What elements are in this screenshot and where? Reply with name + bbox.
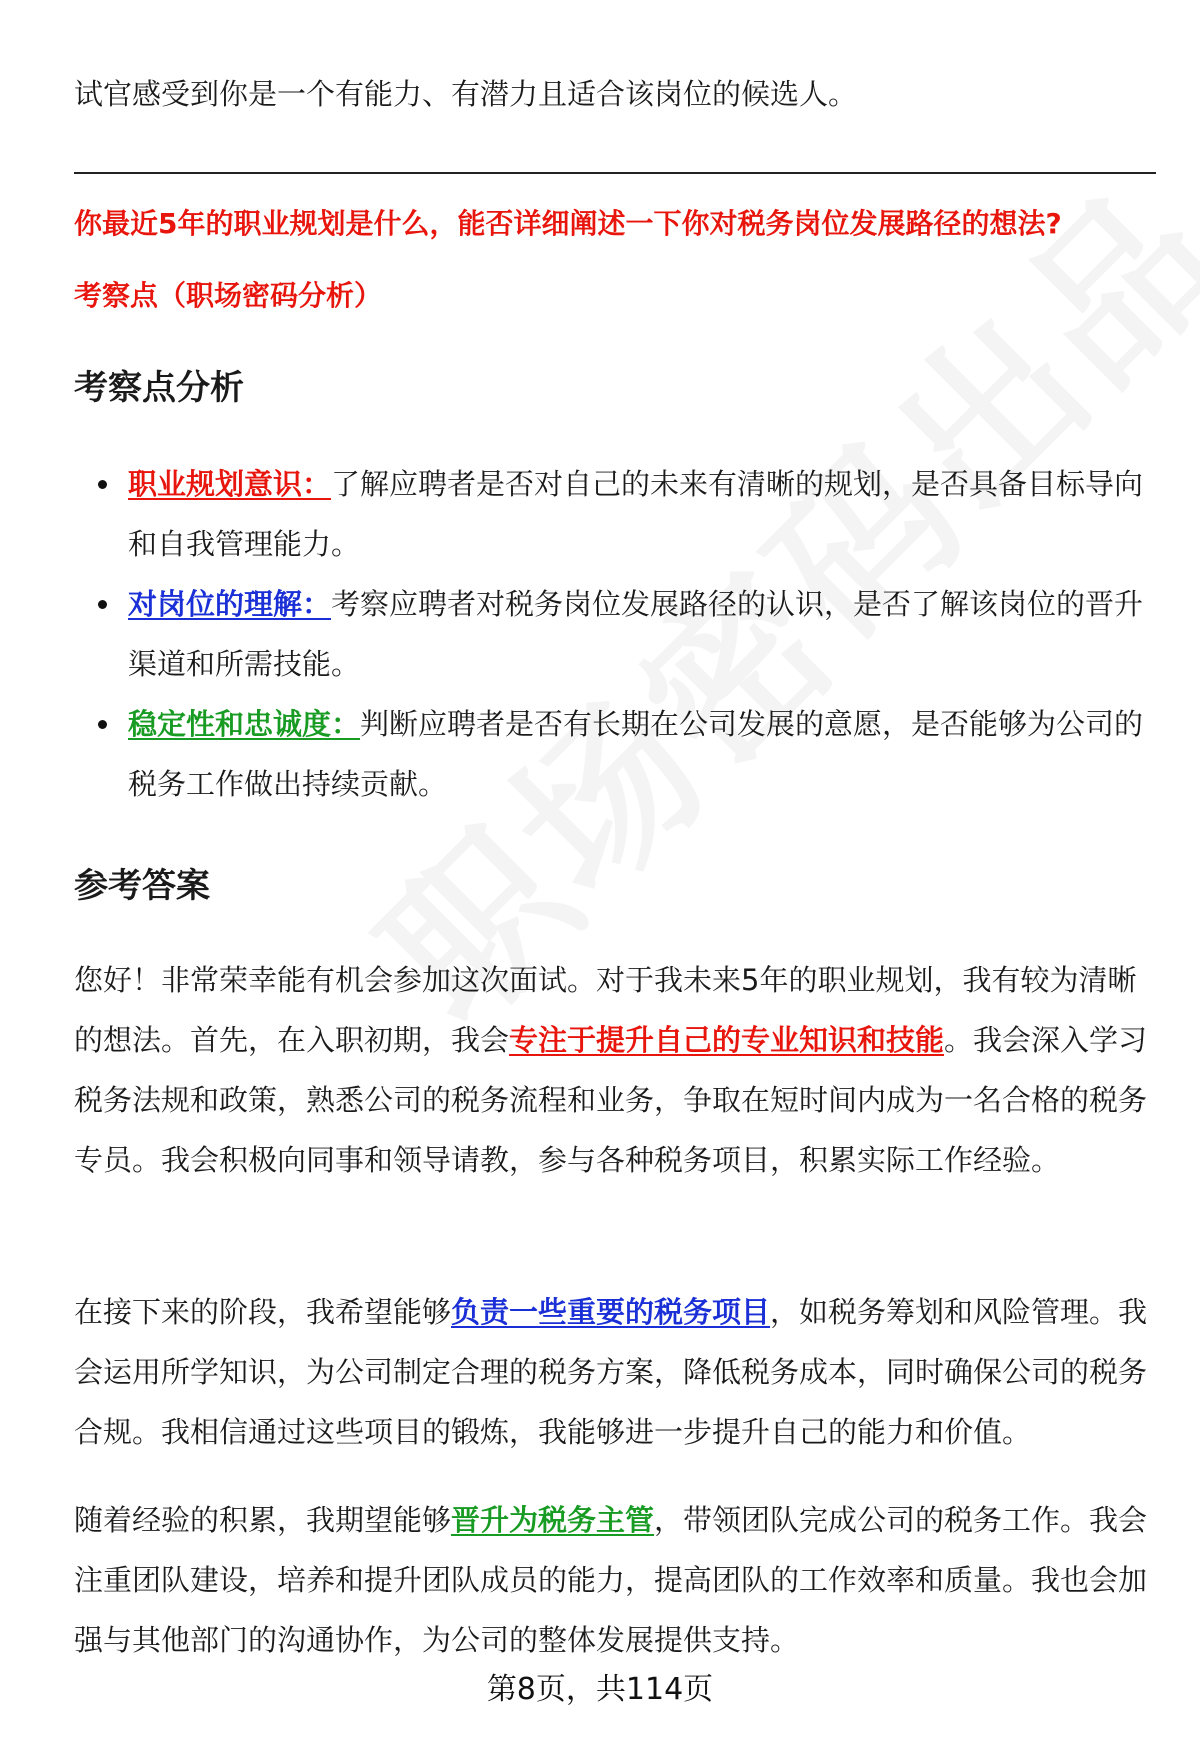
answer-text: 在接下来的阶段，我希望能够 bbox=[74, 1295, 452, 1329]
answer-highlight: 专注于提升自己的专业知识和技能 bbox=[509, 1023, 945, 1057]
section-divider bbox=[74, 172, 1156, 174]
answer-text: ，带领团队完成公司的税务工作。我会注重团队建设，培养和提升团队成员的能力，提高团队的工作效率和质量。我也会加强与其他部门的沟通协作，为公司的整体发展提供支持。 bbox=[74, 1503, 1148, 1657]
analysis-keyword: 稳定性和忠诚度： bbox=[128, 707, 361, 741]
analysis-keyword: 对岗位的理解： bbox=[128, 587, 332, 621]
bullet-icon bbox=[98, 600, 107, 609]
analysis-text: 判断应聘者是否有长期在公司发展的意愿，是否能够为公司的税务工作做出持续贡献。 bbox=[128, 707, 1144, 801]
answer-highlight: 负责一些重要的税务项目 bbox=[451, 1295, 771, 1329]
answer-text: 您好！非常荣幸能有机会参加这次面试。对于我未来5年的职业规划，我有较为清晰的想法。首先，在入职初期，我会 bbox=[74, 963, 1137, 1057]
bullet-icon bbox=[98, 720, 107, 729]
analysis-item bbox=[74, 574, 1156, 694]
intro-text: 试官感受到你是一个有能力、有潜力且适合该岗位的候选人。 bbox=[74, 77, 858, 111]
answer-paragraph-3 bbox=[74, 1490, 1156, 1670]
analysis-keyword: 职业规划意识： bbox=[128, 467, 332, 501]
analysis-item bbox=[74, 694, 1156, 814]
answer-heading: 参考答案 bbox=[74, 866, 210, 906]
answer-paragraph-1 bbox=[74, 950, 1156, 1190]
question-heading: 你最近5年的职业规划是什么，能否详细阐述一下你对税务岗位发展路径的想法? bbox=[74, 207, 1062, 240]
answer-highlight: 晋升为税务主管 bbox=[451, 1503, 655, 1537]
answer-text: 。我会深入学习税务法规和政策，熟悉公司的税务流程和业务，争取在短时间内成为一名合格的税务专员。我会积极向同事和领导请教，参与各种税务项目，积累实际工作经验。 bbox=[74, 1023, 1148, 1177]
page-number: 第8页，共114页 bbox=[486, 1672, 714, 1707]
bullet-icon bbox=[98, 480, 107, 489]
analysis-heading: 考察点分析 bbox=[74, 368, 244, 408]
answer-text: 随着经验的积累，我期望能够 bbox=[74, 1503, 452, 1537]
analysis-list bbox=[74, 454, 1156, 814]
answer-paragraph-2 bbox=[74, 1282, 1156, 1462]
analysis-text: 了解应聘者是否对自己的未来有清晰的规划，是否具备目标导向和自我管理能力。 bbox=[128, 467, 1144, 561]
analysis-text: 考察应聘者对税务岗位发展路径的认识，是否了解该岗位的晋升渠道和所需技能。 bbox=[128, 587, 1144, 681]
answer-text: ，如税务筹划和风险管理。我会运用所学知识，为公司制定合理的税务方案，降低税务成本，同时确保公司的税务合规。我相信通过这些项目的锻炼，我能够进一步提升自己的能力和价值。 bbox=[74, 1295, 1148, 1449]
assessment-tag: 考察点（职场密码分析） bbox=[74, 279, 383, 312]
analysis-item bbox=[74, 454, 1156, 574]
